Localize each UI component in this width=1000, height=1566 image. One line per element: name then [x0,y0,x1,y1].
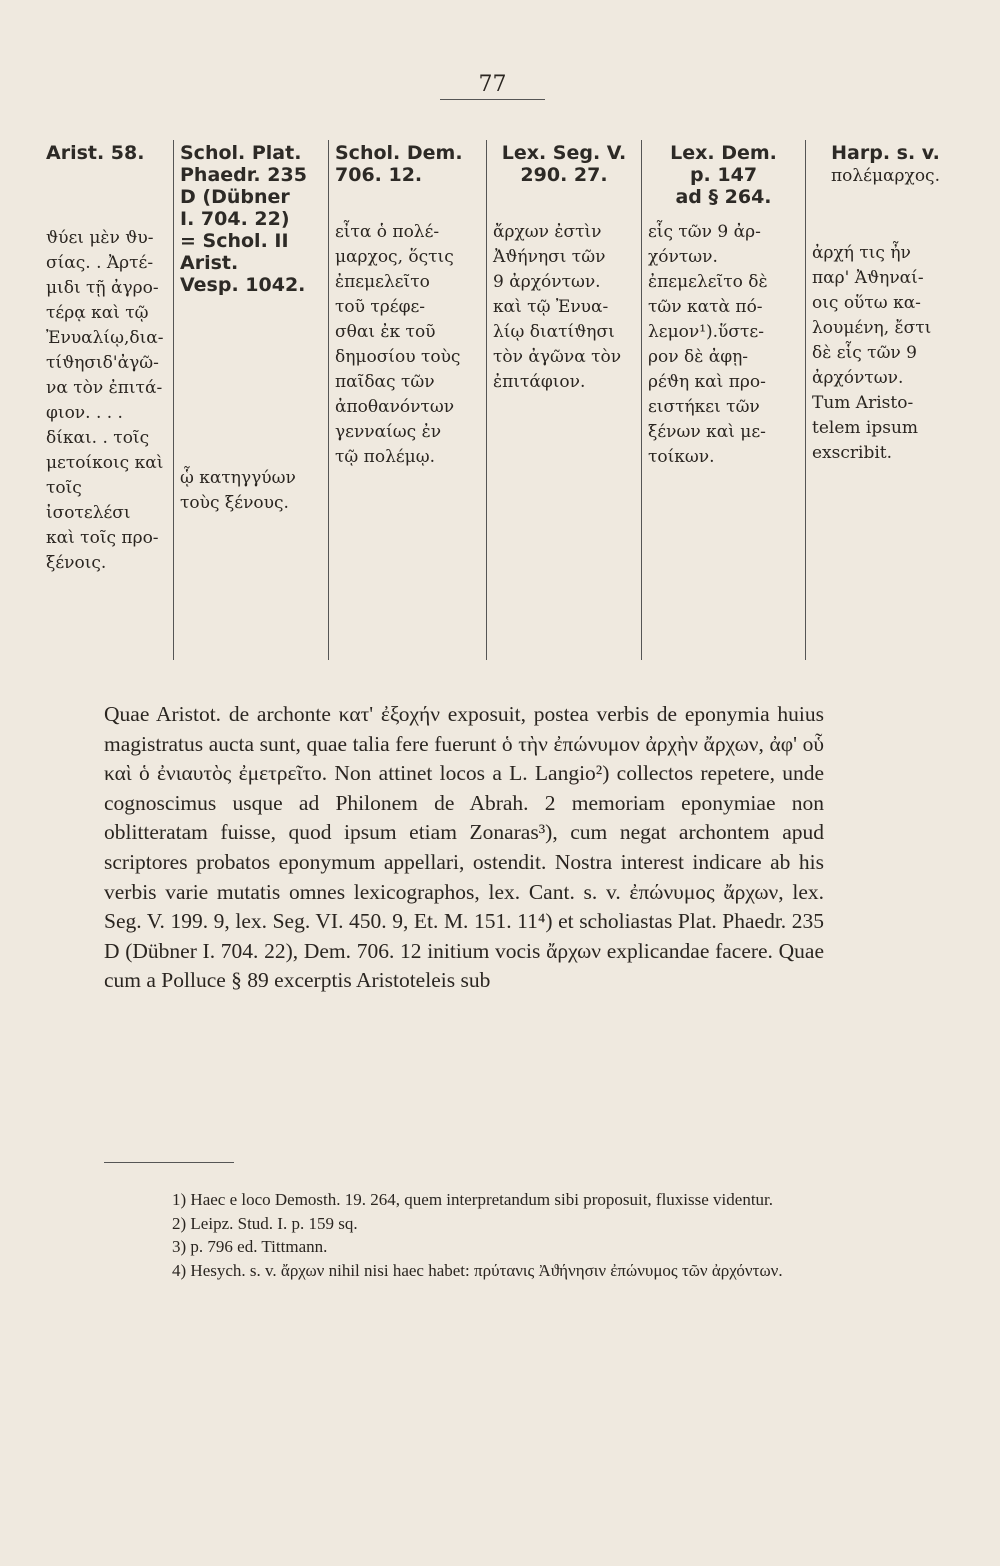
column-lex-seg [486,140,641,660]
column-schol-plat [173,140,328,660]
footnote: 2) Leipz. Stud. I. p. 159 sq. [172,1213,358,1233]
column-head: Lex. Seg. V. 290. 27. [501,142,627,186]
footnote: 3) p. 796 ed. Tittmann. [172,1237,328,1256]
column-head: Schol. Dem. 706. 12. [335,142,463,186]
column-text: ᾧ κατηγγύων τοὺς ξένους. [180,468,296,513]
column-text: ϑύει μὲν ϑυ- σίας. . Ἀρτέ- μιδι τῇ ἀγρο- τέρᾳ καὶ τῷ Ἐνυαλίῳ,δια- τίϑησιδ'ἀγῶ- να τὸν ἐπιτά- φιον. . . . δίκαι. . τοῖς μετοίκοις καὶ τοῖς ἰσοτελέσι καὶ τοῖς προ- ξένοις. [46,228,164,573]
footnotes [104,1188,824,1282]
column-text: εἷς τῶν 9 ἀρ- χόντων. ἐπεμελεῖτο δὲ τῶν κατὰ πό- λεμον¹).ὕστε- ρον δὲ ἀφῃ- ρέϑη καὶ προ- ειστήκει τῶν ξένων καὶ με- τοίκων. [648,222,768,467]
column-lex-dem [641,140,805,660]
column-head: Lex. Dem. p. 147 ad § 264. [670,142,777,208]
footnote: 4) Hesych. s. v. ἄρχων nihil nisi haec habet: πρύτανις Ἀϑήνησιν ἐπώνυμος τῶν ἀρχόντων. [172,1260,783,1280]
footnote-divider [104,1162,234,1163]
column-head: Harp. s. v. [831,142,940,164]
column-schol-dem [328,140,486,660]
column-aristotle [40,140,173,660]
column-head-greek: πολέμαρχος. [831,166,940,186]
column-text: ἀρχή τις ἦν παρ' Ἀϑηναί- οις οὕτω κα- λουμένη, ἔστι δὲ εἷς τῶν 9 ἀρχόντων. Tum Aristo- telem ipsum exscribit. [812,243,932,463]
column-head: Arist. 58. [46,142,145,164]
column-text: ἄρχων ἐστὶν Ἀϑήνησι τῶν 9 ἀρχόντων. καὶ τῷ Ἐνυα- λίῳ διατίϑησι τὸν ἀγῶνα τὸν ἐπιτάφιον. [493,222,622,392]
column-head: Schol. Plat. Phaedr. 235 D (Dübner I. 704. 22) = Schol. II Arist. Vesp. 1042. [180,142,307,296]
column-text: εἶτα ὁ πολέ- μαρχος, ὅςτις ἐπεμελεῖτο τοῦ τρέφε- σθαι ἐκ τοῦ δημοσίου τοὺς παῖδας τῶν ἀποθανόντων γενναίως ἐν τῷ πολέμῳ. [335,222,461,467]
footnote: 1) Haec e loco Demosth. 19. 264, quem interpretandum sibi proposuit, fluxisse videntur. [172,1190,774,1209]
page-number: 77 [440,72,545,100]
column-harp [805,140,965,660]
body-paragraph: Quae Aristot. de archonte κατ' ἐξοχήν exposuit, postea verbis de eponymia huius magistratus aucta sunt, quae talia fere fuerunt ὁ τὴν ἐπώνυμον ἀρχὴν ἄρχων, ἀφ' οὗ καὶ ὁ ἐνιαυτὸς ἐμετρεῖτο. Non attinet locos a L. Langio²) collectos repetere, unde cognoscimus usque ad Philonem de Abrah. 2 memoriam eponymiae non oblitteratam fuisse, quod ipsum etiam Zonaras³), cum negat archontem apud scriptores probatos eponymum appellari, ostendit. Nostra interest indicare ab his verbis varie mutatis omnes lexicographos, lex. Cant. s. v. ἐπώνυμος ἄρχων, lex. Seg. V. 199. 9, lex. Seg. VI. 450. 9, Et. M. 151. 11⁴) et scholiastas Plat. Phaedr. 235 D (Dübner I. 704. 22), Dem. 706. 12 initium vocis ἄρχων explicandae facere. Quae cum a Polluce § 89 excerptis Aristoteleis sub [104,702,824,993]
synopsis-table [0,140,1000,660]
